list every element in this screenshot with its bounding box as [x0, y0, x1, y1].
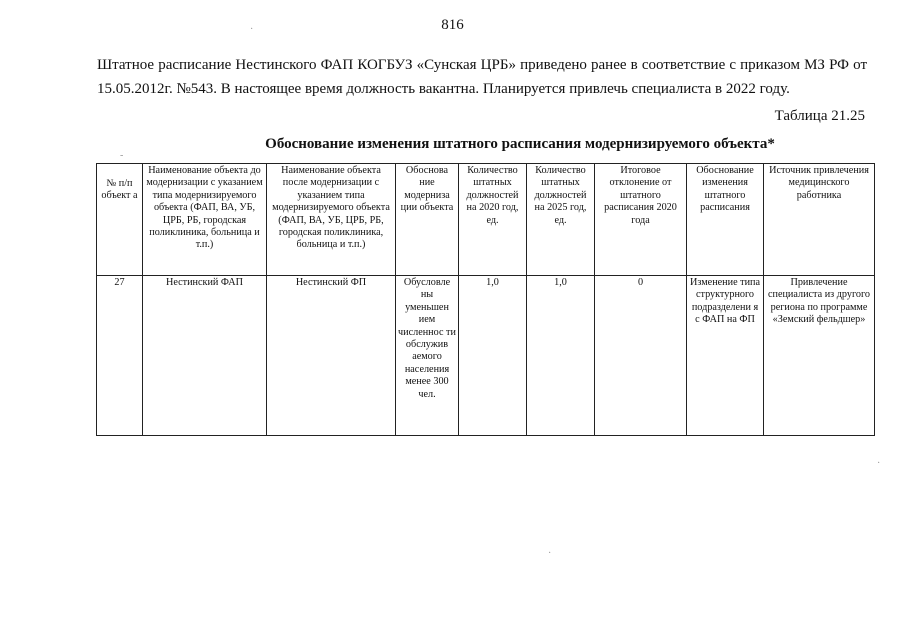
header-positions-2025: Количество штатных должностей на 2025 год, ед. — [527, 164, 595, 276]
table-title: Обоснование изменения штатного расписания модернизируемого объекта* — [265, 136, 775, 152]
cell-justification: Обусловле ны уменьшен ием численнос ти обслужив аемого населения менее 300 чел. — [396, 276, 459, 436]
scan-speck: · — [250, 24, 254, 35]
header-change-reason: Обоснование изменения штатного расписания — [687, 164, 764, 276]
header-justification: Обоснова ние модерниза ции объекта — [396, 164, 459, 276]
header-source: Источник привлечения медицинского работника — [764, 164, 875, 276]
table-number: Таблица 21.25 — [774, 108, 865, 124]
table-row — [97, 276, 875, 436]
header-object-number: № п/п объект а — [97, 164, 143, 276]
intro-paragraph: Штатное расписание Нестинского ФАП КОГБУЗ «Сунская ЦРБ» приведено ранее в соответствие с приказом МЗ РФ от 15.05.2012г. №543. В настоящее время должность вакантна. Планируется привлечь специалиста в 2022 году. — [97, 57, 867, 97]
table-header-row — [97, 164, 875, 276]
header-positions-2020: Количество штатных должностей на 2020 год, ед. — [459, 164, 527, 276]
scan-speck: · — [877, 458, 881, 469]
cell-positions-2020: 1,0 — [459, 276, 527, 436]
cell-source: Привлечение специалиста из другого региона по программе «Земский фельдшер» — [764, 276, 875, 436]
header-name-after: Наименование объекта после модернизации с указанием типа модернизируемого объекта (ФАП, ВА, УБ, ЦРБ, РБ, городская поликлиника, больница и т.п.) — [267, 164, 396, 276]
cell-object-number: 27 — [97, 276, 143, 436]
cell-change-reason: Изменение типа структурного подразделени я с ФАП на ФП — [687, 276, 764, 436]
page-number: 816 — [441, 17, 464, 33]
staffing-table — [96, 163, 875, 436]
cell-name-before: Нестинский ФАП — [143, 276, 267, 436]
header-deviation: Итоговое отклонение от штатного расписания 2020 года — [595, 164, 687, 276]
cell-positions-2025: 1,0 — [527, 276, 595, 436]
scan-speck: - — [120, 150, 124, 161]
header-name-before: Наименование объекта до модернизации с указанием типа модернизируемого объекта (ФАП, ВА, УБ, ЦРБ, РБ, городская поликлиника, больница и т.п.) — [143, 164, 267, 276]
scan-speck: · — [548, 548, 552, 559]
cell-deviation: 0 — [595, 276, 687, 436]
cell-name-after: Нестинский ФП — [267, 276, 396, 436]
